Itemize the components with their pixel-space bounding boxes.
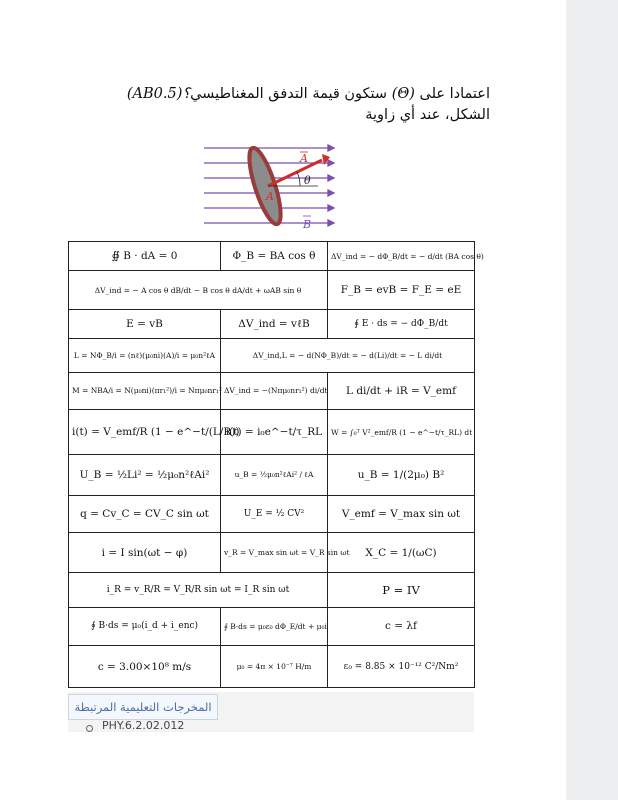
formula-power: P = IV — [328, 573, 475, 607]
question-line-2: الشكل، عند أي زاوية — [365, 107, 490, 123]
formula-ampere-maxwell-1: ∮ B·ds = μ₀(i_d + i_enc) — [69, 607, 221, 646]
formula-resistor-current: i_R = v_R/R = V_R/R sin ωt = I_R sin ωt — [69, 573, 328, 607]
question-prefix: اعتمادا على — [419, 86, 490, 102]
formula-mutual-emf: ΔV_ind = −(Nπμ₀nr₁²) di/dt — [221, 372, 328, 410]
question-middle: ستكون قيمة التدفق المغناطيسي — [190, 86, 388, 102]
formula-flux: Φ_B = BA cos θ — [221, 242, 328, 271]
list-bullet — [86, 725, 93, 732]
area-vector — [268, 160, 322, 186]
question-line-1 — [70, 84, 490, 105]
formula-ac-current: i = I sin(ωt − φ) — [69, 533, 221, 573]
field-label: B — [303, 218, 312, 231]
constant-epsilon0: ε₀ = 8.85 × 10⁻¹² C²/Nm² — [328, 646, 475, 688]
formula-gauss-magnetism: ∯ B · dA = 0 — [69, 242, 221, 271]
area-vector-label: A — [300, 152, 308, 165]
formula-capacitive-reactance: X_C = 1/(ωC) — [328, 533, 475, 573]
formula-work: W = ∫₀ᵀ V²_emf/R (1 − e^−t/τ_RL) dt — [328, 410, 475, 455]
angle-arc — [297, 172, 300, 186]
formula-self-induced-emf: ΔV_ind,L = − d(NΦ_B)/dt = − d(Li)/dt = − L di/dt — [221, 339, 475, 372]
formula-inductance: L = NΦ_B/i = (nℓ)(μ₀ni)(A)/i = μ₀n²ℓA — [69, 339, 221, 372]
formula-capacitor-energy: U_E = ½ CV² — [221, 495, 328, 533]
formula-capacitor-charge: q = Cv_C = CV_C sin ωt — [69, 495, 221, 533]
question-ab: (AB؟(0.5 — [126, 86, 191, 102]
formula-e-field: E = vB — [69, 309, 221, 338]
outcomes-button[interactable]: المخرجات التعليمية المرتبطة — [68, 694, 218, 720]
formula-resistor-voltage: v_R = V_max sin ωt = V_R sin ωt — [221, 533, 328, 573]
formula-ac-emf: V_emf = V_max sin ωt — [328, 495, 475, 533]
formula-force-balance: F_B = evB = F_E = eE — [328, 271, 475, 310]
formula-magnetic-energy: U_B = ½Li² = ½μ₀n²ℓAi² — [69, 455, 221, 496]
formula-faraday-integral: ∮ E · ds = − dΦ_B/dt — [328, 309, 475, 338]
formula-induced-emf-general: ΔV_ind = − A cos θ dB/dt − B cos θ dA/dt + ωAB sin θ — [69, 271, 328, 310]
formula-energy-density-derivation: u_B = ½μ₀n²ℓAi² / ℓA — [221, 455, 328, 496]
formula-rl-circuit: L di/dt + iR = V_emf — [328, 372, 475, 410]
formula-wave-speed: c = λf — [328, 607, 475, 646]
outcome-code: PHY.6.2.02.012 — [102, 719, 185, 732]
formula-mutual-inductance: M = NBA/i = N(μ₀ni)(πr₁²)/i = Nπμ₀nr₁² — [69, 372, 221, 410]
formula-table — [68, 241, 484, 688]
magnetic-flux-figure — [200, 140, 350, 232]
formula-current-rise: i(t) = V_emf/R (1 − e^−t/(L/R)) — [69, 410, 221, 455]
question-text — [70, 84, 490, 126]
theta-label: θ — [304, 174, 311, 187]
theta-symbol: (Θ) — [391, 86, 415, 102]
constant-speed-of-light: c = 3.00×10⁸ m/s — [69, 646, 221, 688]
formula-ampere-maxwell-2: ∮ B·ds = μ₀ε₀ dΦ_E/dt + μ₀i — [221, 607, 328, 646]
formula-current-decay: i(t) = i₀e^−t/τ_RL — [221, 410, 328, 455]
constant-mu0: μ₀ = 4π × 10⁻⁷ H/m — [221, 646, 328, 688]
area-label: A — [266, 190, 274, 203]
formula-energy-density: u_B = 1/(2μ₀) B² — [328, 455, 475, 496]
formula-faraday: ΔV_ind = − dΦ_B/dt = − d/dt (BA cos θ) — [328, 242, 475, 271]
right-sidebar — [566, 0, 618, 800]
formula-motional-emf: ΔV_ind = vℓB — [221, 309, 328, 338]
